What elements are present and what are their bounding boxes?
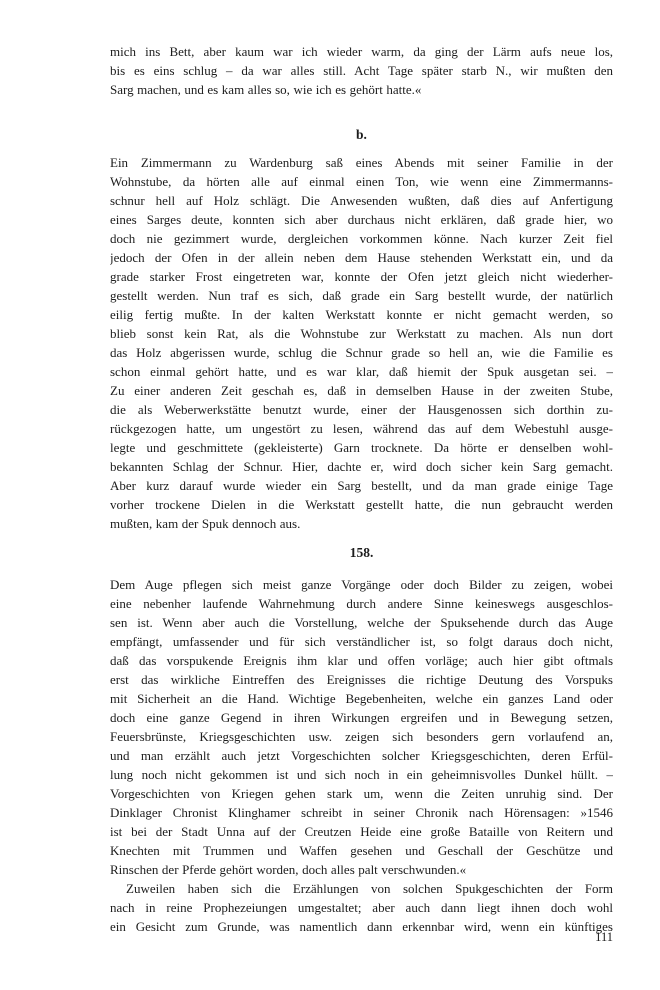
text-line: erst das wirkliche Eintreffen des Ereignisses die richtige Deutung des Vorspuks: [110, 672, 613, 687]
text-line: mußten, kam der Spuk dennoch aus.: [110, 516, 301, 531]
text-line: Dinklager Chronist Klinghamer schreibt in seiner Chronik nach Hörensagen: »1546: [110, 805, 613, 820]
text-line: Feuersbrünste, Kriegsgeschichten usw. zeigen sich besonders gern vorlaufend an,: [110, 729, 613, 744]
text-line: Sarg machen, und es kam alles so, wie ich es gehört hatte.«: [110, 82, 422, 97]
text-line: bekannten Schlag der Schnur. Hier, dachte er, wird doch sicher kein Sarg gemacht.: [110, 459, 613, 474]
text-line: lung noch nicht gekommen ist und sich noch in ein geheimnisvolles Dunkel hüllt. –: [110, 767, 613, 782]
text-line: gestellt werden. Nun traf es sich, daß grade ein Sarg bestellt wurde, der natürlich: [110, 288, 613, 303]
paragraph: [110, 575, 613, 879]
text-line: und man erzählt auch jetzt Vorgeschichten solcher Kriegsgeschichten, deren Erfül-: [110, 748, 613, 763]
text-line: bis es eins schlug – da war alles still. Acht Tage später starb N., wir mußten den: [110, 63, 613, 78]
text-line: sen ist. Wenn aber auch die Vorstellung, welche der Spuksehende durch das Auge: [110, 615, 613, 630]
paragraph: [110, 153, 613, 533]
text-line: jedoch der Ofen in der allein neben dem Hause stehenden Werkstatt ein, und da: [110, 250, 613, 265]
text-line: doch eine ganze Gegend in ihren Wirkungen ergreifen und in Bewegung setzen,: [110, 710, 613, 725]
text-line: blieb sonst kein Rat, als die Wohnstube zur Werkstatt zu machen. Als nun dort: [110, 326, 613, 341]
text-line: eine nebenher laufende Wahrnehmung durch andere Sinne keineswegs ausgeschlos-: [110, 596, 613, 611]
text-line: Zu einer anderen Zeit geschah es, daß in demselben Hause in der zweiten Stube,: [110, 383, 613, 398]
text-line: daß das vorspukende Ereignis ihm klar und offen vorläge; auch hier gibt oftmals: [110, 653, 613, 668]
text-line: Wohnstube, da hörten alle auf einmal einen Ton, wie wenn eine Zimmermanns-: [110, 174, 613, 189]
text-line: ein Gesicht zum Grunde, was namentlich dann erkennbar wird, wenn ein künftiges: [110, 919, 613, 934]
section-heading: b.: [356, 127, 367, 142]
text-line: eilig fertig mußte. In der kalten Werkstatt konnte er nicht gemacht werden, so: [110, 307, 613, 322]
text-column: [110, 42, 613, 936]
text-line: Vorgeschichten von Kriegen gehen stark um, wenn die Zeiten unruhig sind. Der: [110, 786, 613, 801]
text-line: nach in reine Prophezeiungen umgestaltet; aber auch dann liegt ihnen doch wohl: [110, 900, 613, 915]
text-line: Zuweilen haben sich die Erzählungen von solchen Spukgeschichten der Form: [126, 881, 613, 896]
text-line: das Holz abgerissen wurde, schlug die Schnur grade so hell an, wie die Familie es: [110, 345, 613, 360]
text-line: empfängt, umfassender und für sich verständlicher ist, so folgt daraus doch nicht,: [110, 634, 613, 649]
paragraph: [110, 42, 613, 99]
text-line: doch nie gezimmert wurde, dergleichen vorkommen könne. Nach kurzer Zeit fiel: [110, 231, 613, 246]
text-line: ist bei der Stadt Unna auf der Creutzen Heide eine große Bataille von Reitern und: [110, 824, 613, 839]
text-line: rückgezogen hatte, um ungestört zu lesen, während das auf dem Webestuhl ausge-: [110, 421, 613, 436]
text-line: schon einmal gehört hatte, und es war klar, daß hiemit der Spuk ausgetan sei. –: [110, 364, 613, 379]
text-line: mit Sicherheit an die Hand. Wichtige Begebenheiten, welche ein ganzes Land oder: [110, 691, 613, 706]
text-line: Knechten mit Trummen und Waffen gesehen und Geschall der Geschütze und: [110, 843, 613, 858]
text-line: legte und geschmittete (gekleisterte) Garn trocknete. Da hörte er denselben wohl-: [110, 440, 613, 455]
text-line: Dem Auge pflegen sich meist ganze Vorgänge oder doch Bilder zu zeigen, wobei: [110, 577, 613, 592]
section-heading: 158.: [349, 545, 374, 560]
text-line: eines Sarges deute, konnten sich aber durchaus nicht erklären, daß grade hier, wo: [110, 212, 613, 227]
text-line: grade starker Frost eingetreten war, konnte der Ofen jetzt gleich nicht wiederher-: [110, 269, 613, 284]
text-line: mich ins Bett, aber kaum war ich wieder warm, da ging der Lärm aufs neue los,: [110, 44, 613, 59]
text-line: Aber kurz darauf wurde wieder ein Sarg bestellt, und da man grade einige Tage: [110, 478, 613, 493]
text-line: vorher trockene Dielen in die Werkstatt gestellt hatte, die nun gebraucht werden: [110, 497, 613, 512]
text-line: Ein Zimmermann zu Wardenburg saß eines Abends mit seiner Familie in der: [110, 155, 613, 170]
paragraph: [110, 879, 613, 936]
text-line: schnur hell auf Holz schlägt. Die Anwesenden wußten, daß dies auf Anfertigung: [110, 193, 613, 208]
page-number: 111: [595, 930, 613, 944]
text-line: Rinschen der Pferde gehört worden, doch alles palt verschwunden.«: [110, 862, 467, 877]
text-line: die als Weberwerkstätte benutzt wurde, einer der Hausgenossen sich dorthin zu-: [110, 402, 613, 417]
